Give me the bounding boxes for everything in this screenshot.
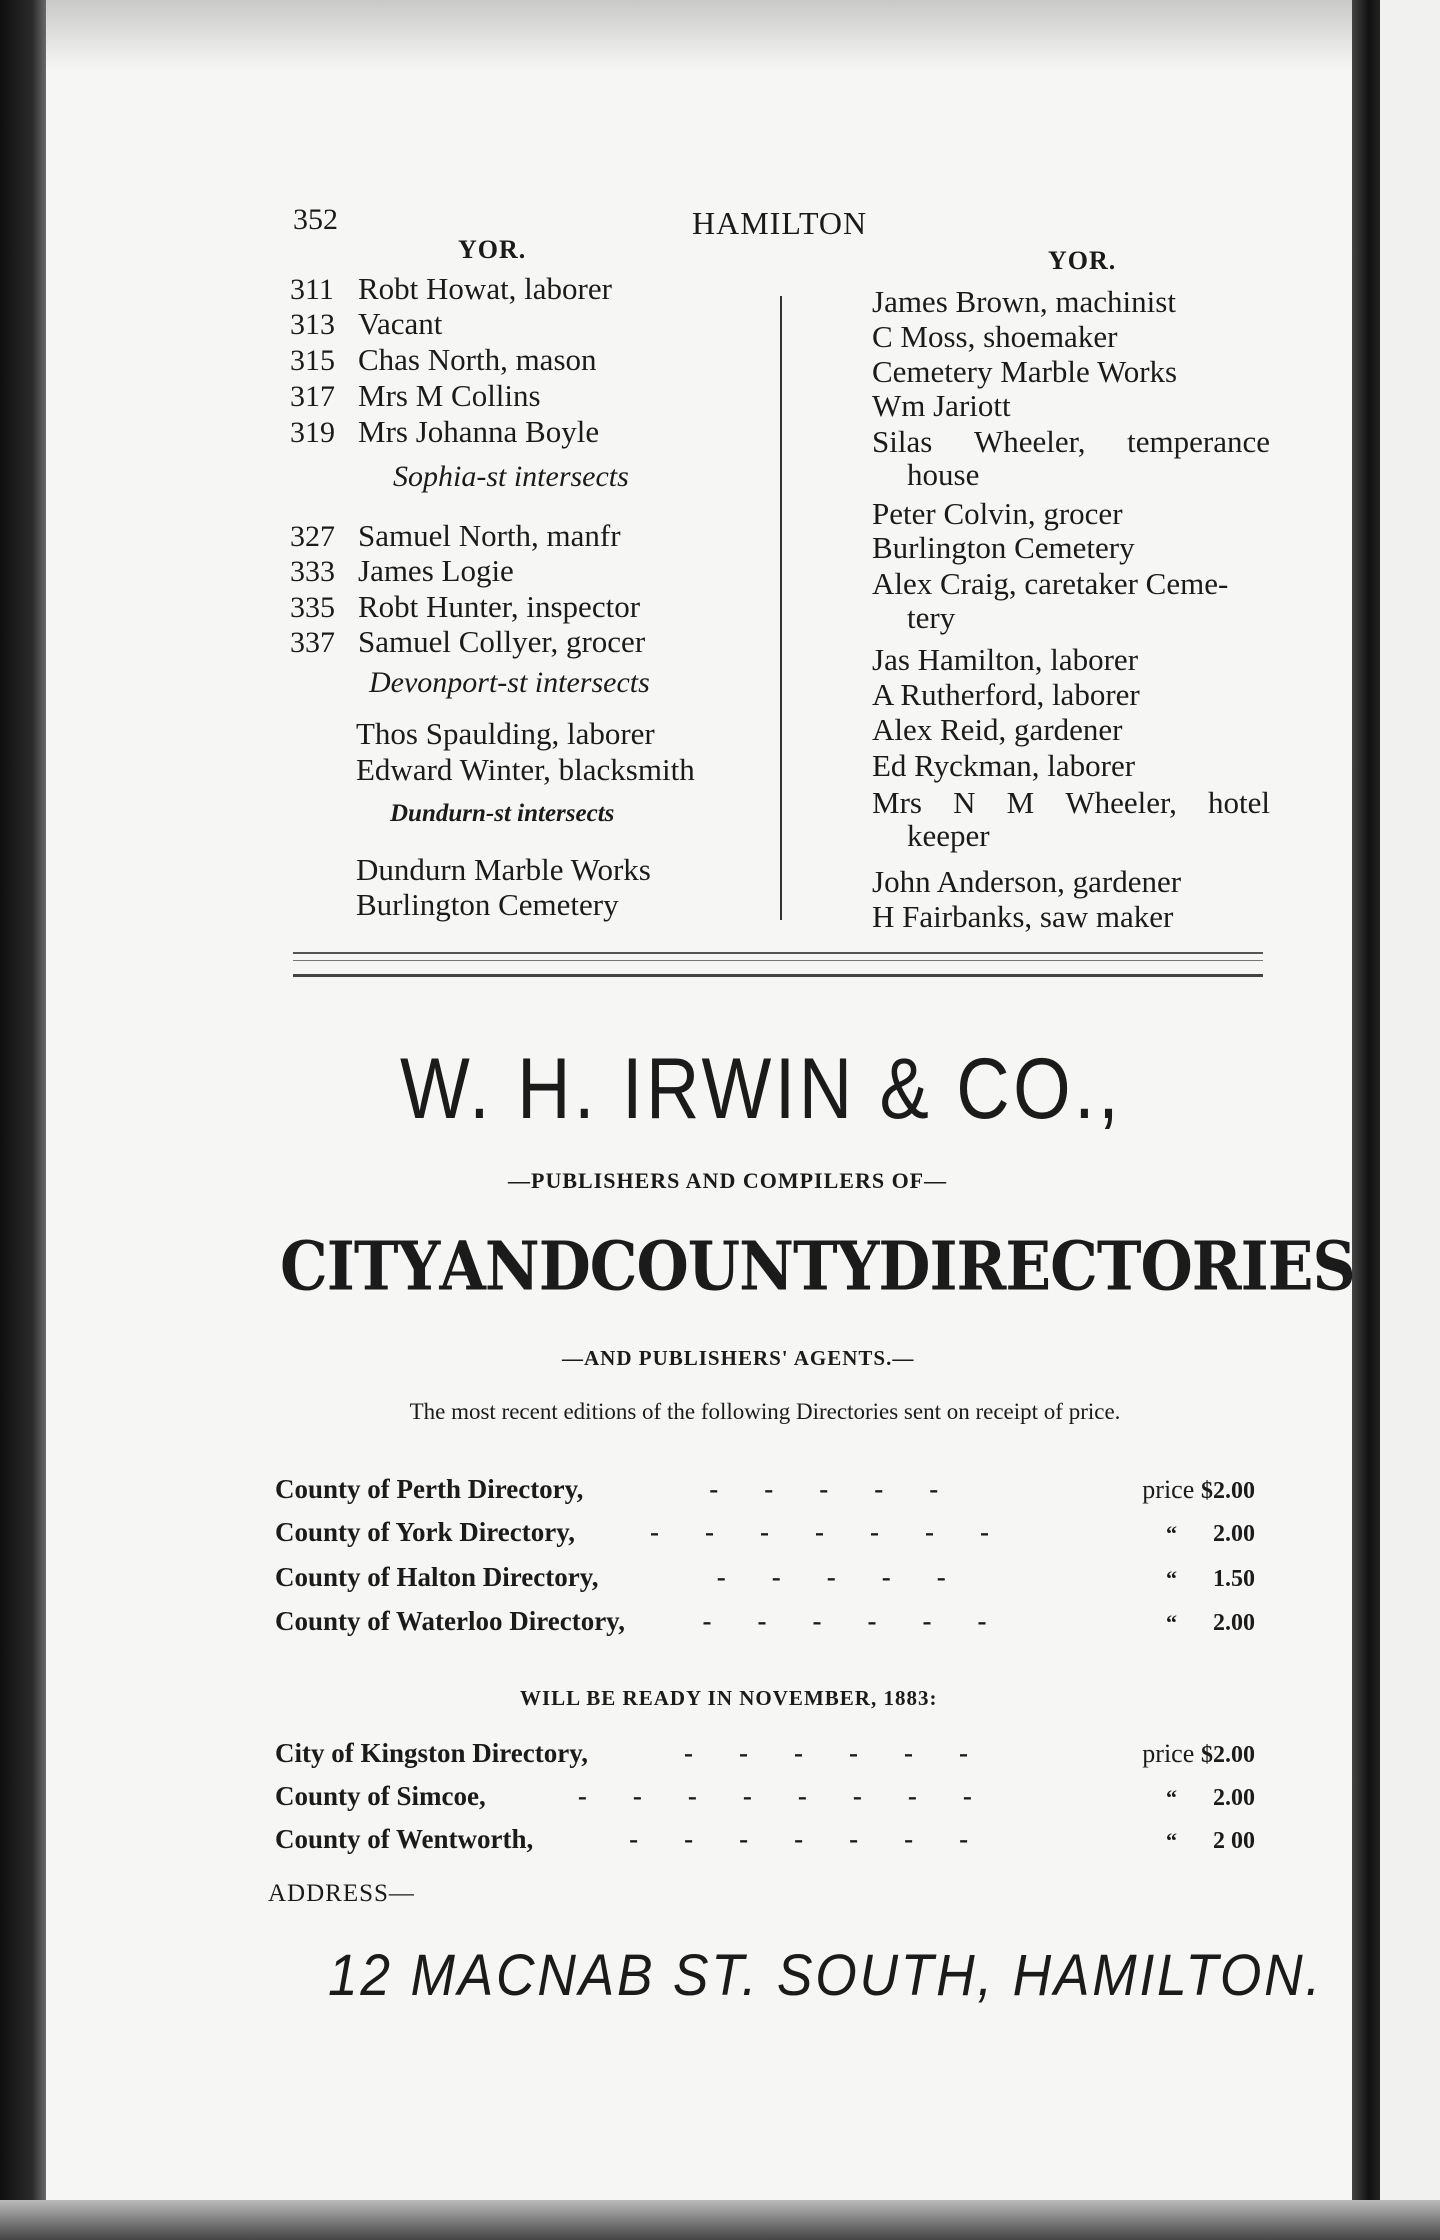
price-list-row: County of Perth Directory, ----- price $2.00 (275, 1474, 1255, 1504)
price-list-row: County of York Directory, ------- “ 2.00 (275, 1517, 1255, 1547)
list-item: Cemetery Marble Works (872, 354, 1178, 389)
next-page-edge (1380, 0, 1440, 2240)
section-rule (293, 960, 1263, 961)
headline-word: COUNTY (589, 1228, 879, 1307)
scan-top-edge (46, 0, 1352, 70)
list-item: Dundurn Marble Works (356, 852, 651, 887)
list-item: Peter Colvin, grocer (872, 496, 1123, 531)
scan-gutter (1352, 0, 1380, 2240)
cross-street-note: Sophia-st intersects (393, 460, 629, 493)
list-item: 315 Chas North, mason (290, 342, 597, 377)
cross-street-note: Dundurn-st intersects (390, 800, 615, 827)
list-item: James Brown, machinist (872, 284, 1176, 319)
list-item: Burlington Cemetery (872, 530, 1135, 565)
scan-bottom-edge (0, 2200, 1440, 2240)
list-item: Edward Winter, blacksmith (356, 752, 695, 787)
advert-intro: The most recent editions of the following Directories sent on receipt of price. (409, 1399, 1121, 1424)
left-street-label: YOR. (458, 235, 527, 264)
list-item-continuation: tery (907, 600, 956, 635)
list-item: Alex Reid, gardener (872, 712, 1123, 747)
headline-word: DIRECTORIES (878, 1228, 1355, 1307)
list-item: A Rutherford, laborer (872, 677, 1140, 712)
list-item: 333 James Logie (290, 553, 514, 588)
advert-headline (280, 1228, 1355, 1307)
address-label: ADDRESS— (268, 1880, 415, 1907)
list-item: Thos Spaulding, laborer (356, 716, 655, 751)
price-list-row: County of Waterloo Directory, ------ “ 2.00 (275, 1606, 1255, 1636)
advert-agents-line: —AND PUBLISHERS' AGENTS.— (562, 1346, 915, 1370)
list-item: John Anderson, gardener (872, 864, 1182, 899)
list-item-continuation: keeper (907, 818, 990, 853)
scan-left-edge (0, 0, 46, 2240)
price-list-row: City of Kingston Directory, ------ price $2.00 (275, 1738, 1255, 1768)
list-item-continuation: house (907, 457, 980, 492)
list-item: Wm Jariott (872, 388, 1011, 423)
list-item: Burlington Cemetery (356, 887, 619, 922)
running-head: HAMILTON (692, 205, 868, 241)
list-item: 327 Samuel North, manfr (290, 518, 621, 553)
advert-publishers-line: —PUBLISHERS AND COMPILERS OF— (508, 1168, 948, 1193)
price-list-row: County of Halton Directory, ----- “ 1.50 (275, 1562, 1255, 1592)
list-item: 335 Robt Hunter, inspector (290, 589, 641, 624)
list-item: Jas Hamilton, laborer (872, 642, 1139, 677)
advert-firm-name: W. H. IRWIN & CO., (400, 1041, 1123, 1137)
right-street-label: YOR. (1048, 246, 1117, 275)
page-number: 352 (293, 203, 338, 236)
list-item: Ed Ryckman, laborer (872, 748, 1136, 783)
cross-street-note: Devonport-st intersects (369, 666, 650, 699)
list-item: 313 Vacant (290, 306, 443, 341)
list-item: 311 Robt Howat, laborer (290, 271, 612, 306)
headline-word: CITY (280, 1228, 440, 1307)
list-item: C Moss, shoemaker (872, 319, 1118, 354)
advert-address: 12 MACNAB ST. SOUTH, HAMILTON. (328, 1943, 1324, 2008)
price-list-row: County of Simcoe, -------- “ 2.00 (275, 1781, 1255, 1811)
ready-notice: WILL BE READY IN NOVEMBER, 1883: (520, 1686, 938, 1710)
list-item: Silas Wheeler, temperance (872, 424, 1270, 459)
list-item: 317 Mrs M Collins (290, 378, 541, 413)
list-item: Mrs N M Wheeler, hotel (872, 785, 1270, 820)
price-list-row: County of Wentworth, ------- “ 2 00 (275, 1824, 1255, 1854)
column-divider (780, 296, 782, 920)
headline-word: AND (439, 1228, 590, 1307)
list-item: 337 Samuel Collyer, grocer (290, 624, 646, 659)
list-item: H Fairbanks, saw maker (872, 899, 1174, 934)
list-item: Alex Craig, caretaker Ceme- (872, 566, 1229, 601)
section-rule (293, 974, 1263, 977)
section-rule (293, 952, 1263, 954)
list-item: 319 Mrs Johanna Boyle (290, 414, 600, 449)
